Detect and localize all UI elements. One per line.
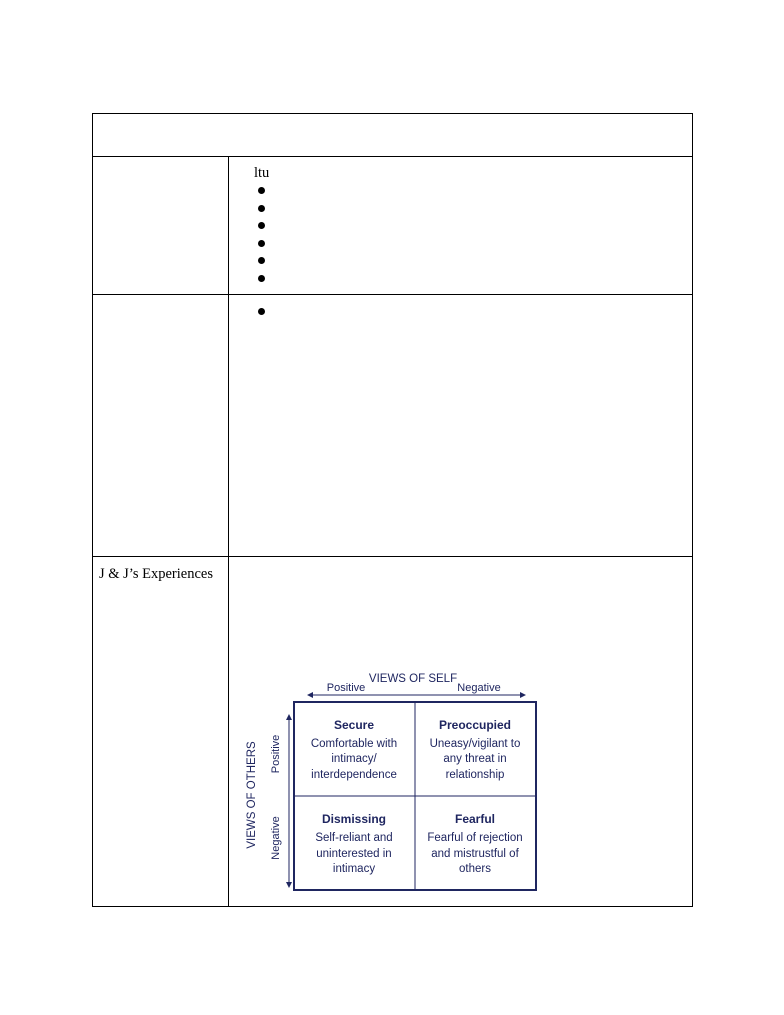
quadrant-fearful-title: Fearful — [454, 812, 496, 826]
quadrant-secure-line: interdependence — [311, 769, 397, 781]
quadrant-dismissing-line: intimacy — [332, 863, 376, 875]
x-positive-label: Positive — [326, 682, 366, 694]
row-label-experiences: J & J’s Experiences — [99, 566, 213, 582]
quadrant-secure-line: Comfortable with — [310, 738, 398, 750]
row-label — [93, 295, 228, 304]
row-label — [93, 157, 228, 166]
quadrant-fearful-line: and mistrustful of — [431, 848, 519, 860]
y-negative-label: Negative — [270, 816, 282, 860]
quadrant-dismissing-line: uninterested in — [316, 848, 392, 860]
quadrant-dismissing-line: Self-reliant and — [315, 832, 393, 844]
quadrant-secure-line: intimacy/ — [331, 753, 377, 765]
table-row — [93, 157, 693, 295]
y-axis-title: VIEWS OF OTHERS — [246, 741, 258, 849]
row-content-cell — [229, 157, 693, 295]
quadrant-preoccupied-line: relationship — [445, 769, 505, 781]
y-positive-label: Positive — [270, 734, 282, 774]
table-row — [93, 295, 693, 557]
quadrant-preoccupied-title: Preoccupied — [438, 718, 512, 732]
table-header-row — [93, 114, 693, 157]
quadrant-fearful-line: others — [459, 863, 491, 875]
row-label-cell — [93, 295, 229, 557]
row-label-cell — [93, 157, 229, 295]
table-header-cell — [93, 114, 693, 157]
row-label-cell — [93, 557, 229, 907]
quadrant-fearful-line: Fearful of rejection — [427, 832, 523, 844]
row-content-cell — [229, 295, 693, 557]
quadrant-secure-title: Secure — [333, 718, 375, 732]
x-negative-label: Negative — [457, 682, 501, 694]
x-axis-title: VIEWS OF SELF — [368, 673, 458, 685]
attachment-style-diagram — [243, 665, 543, 895]
quadrant-preoccupied-line: any threat in — [443, 753, 507, 765]
text-fragment: ltu — [254, 165, 270, 181]
quadrant-preoccupied-line: Uneasy/vigilant to — [429, 738, 521, 750]
quadrant-dismissing-title: Dismissing — [321, 812, 387, 826]
